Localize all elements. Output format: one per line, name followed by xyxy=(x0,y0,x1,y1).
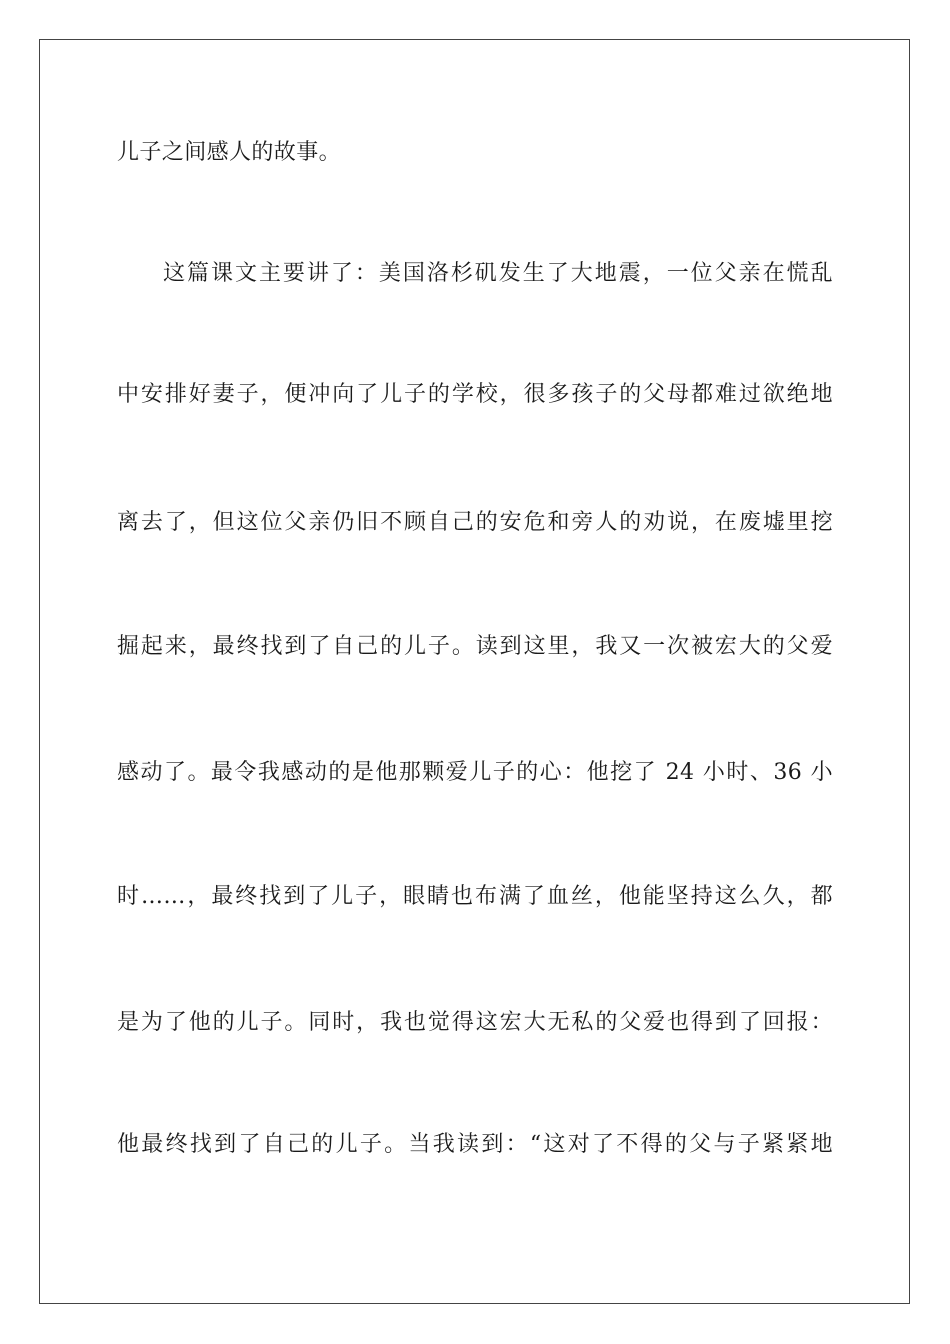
page-border xyxy=(39,39,910,1304)
text-line-paragraph-start: 这篇课文主要讲了：美国洛杉矶发生了大地震，一位父亲在慌乱 xyxy=(163,261,833,286)
text-line: 儿子之间感人的故事。 xyxy=(117,140,342,165)
text-line: 他最终找到了自己的儿子。当我读到：“这对了不得的父与子紧紧地 xyxy=(117,1132,833,1157)
text-line: 中安排好妻子，便冲向了儿子的学校，很多孩子的父母都难过欲绝地 xyxy=(117,382,833,407)
text-line: 感动了。最令我感动的是他那颗爱儿子的心：他挖了 24 小时、36 小 xyxy=(117,760,833,785)
text-line: 离去了，但这位父亲仍旧不顾自己的安危和旁人的劝说，在废墟里挖 xyxy=(117,510,833,535)
text-line: 掘起来，最终找到了自己的儿子。读到这里，我又一次被宏大的父爱 xyxy=(117,634,833,659)
text-line: 是为了他的儿子。同时，我也觉得这宏大无私的父爱也得到了回报： xyxy=(117,1010,833,1035)
text-line: 时……，最终找到了儿子，眼睛也布满了血丝，他能坚持这么久，都 xyxy=(117,884,833,909)
